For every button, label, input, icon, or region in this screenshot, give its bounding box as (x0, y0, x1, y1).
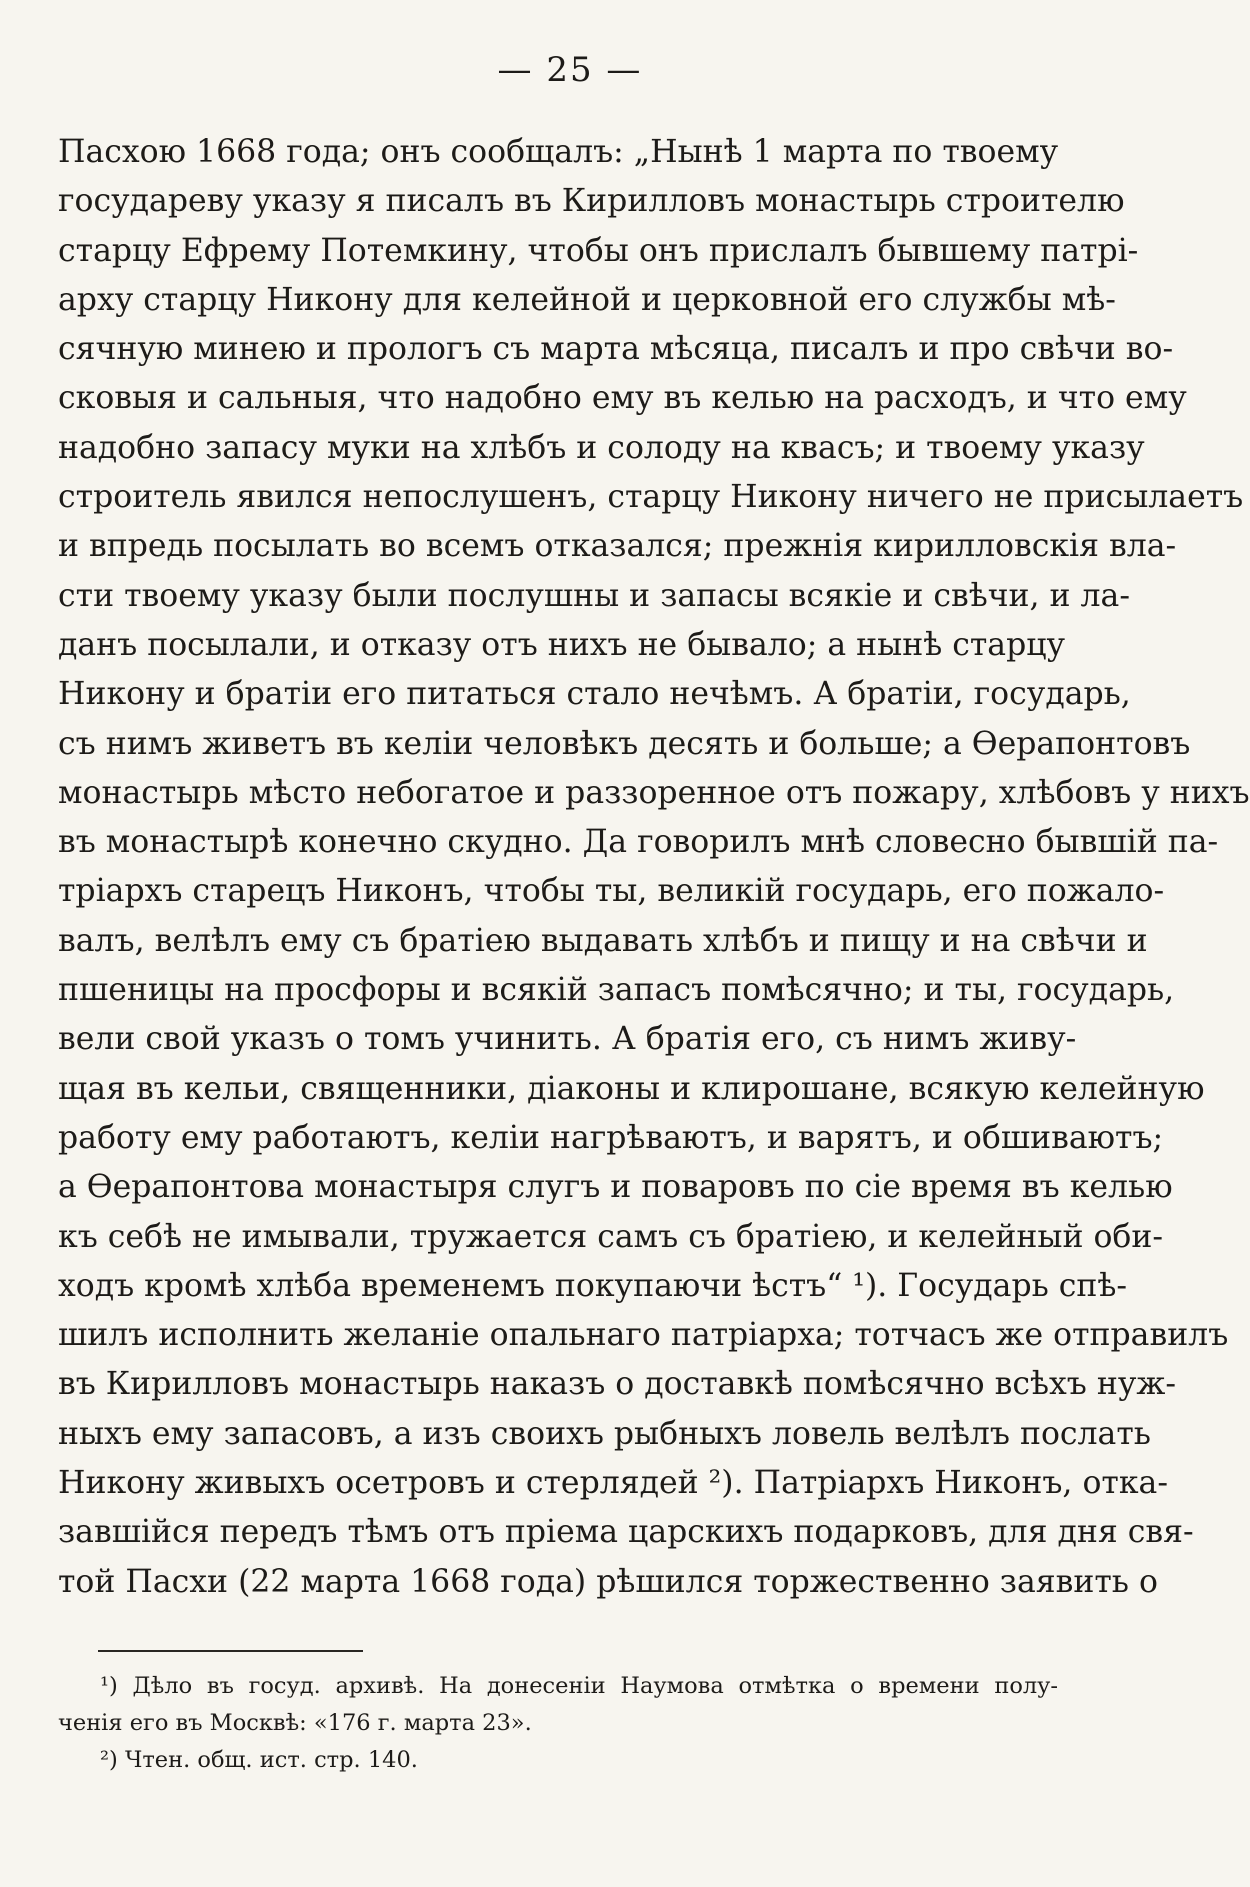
text-line: монастырь мѣсто небогатое и раззоренное отъ пожару, хлѣбовъ у нихъ (58, 774, 1250, 811)
text-line: валъ, велѣлъ ему съ братіею выдавать хлѣбъ и пищу и на свѣчи и (58, 922, 1148, 959)
text-line: щая въ кельи, священники, діаконы и клирошане, всякую келейную (58, 1070, 1205, 1107)
text-line: сячную минею и прологъ съ марта мѣсяца, писалъ и про свѣчи во- (58, 331, 1174, 368)
footnote-line: ¹) Дѣло въ госуд. архивѣ. На донесеніи Наумова отмѣтка о времени полу- (100, 1673, 1058, 1699)
text-line: Никону живыхъ осетровъ и стерлядей ²). Патріархъ Никонъ, отка- (58, 1465, 1168, 1502)
text-line: той Пасхи (22 марта 1668 года) рѣшился торжественно заявить о (58, 1563, 1158, 1600)
text-line: ныхъ ему запасовъ, а изъ своихъ рыбныхъ ловель велѣлъ послать (58, 1415, 1151, 1452)
text-line: государеву указу я писалъ въ Кирилловъ монастырь строителю (58, 183, 1125, 220)
text-line: Пасхою 1668 года; онъ сообщалъ: „Нынѣ 1 марта по твоему (58, 134, 1059, 170)
text-line: строитель явился непослушенъ, старцу Никону ничего не присылаетъ (58, 479, 1244, 516)
text-line: шилъ исполнить желаніе опальнаго патріарха; тотчасъ же отправилъ (58, 1317, 1229, 1354)
text-line: завшійся передъ тѣмъ отъ пріема царскихъ подарковъ, для дня свя- (58, 1514, 1194, 1551)
text-line: Никону и братіи его питаться стало нечѣмъ. А братіи, государь, (58, 676, 1131, 713)
text-line: арху старцу Никону для келейной и церковной его службы мѣ- (58, 281, 1116, 318)
text-line: а Ѳерапонтова монастыря слугъ и поваровъ по сіе время въ келью (58, 1169, 1173, 1206)
text-line: ходъ кромѣ хлѣба временемъ покупаючи ѣстъ“ ¹). Государь спѣ- (58, 1267, 1128, 1304)
text-line: сковыя и сальныя, что надобно ему въ келью на расходъ, и что ему (58, 380, 1187, 417)
footnote-line: ченія его въ Москвѣ: «176 г. марта 23». (58, 1710, 532, 1736)
footnote-divider (98, 1650, 363, 1652)
text-line: пшеницы на просфоры и всякій запасъ помѣсячно; и ты, государь, (58, 972, 1175, 1009)
text-line: старцу Ефрему Потемкину, чтобы онъ прислалъ бывшему патрі- (58, 232, 1139, 269)
text-line: къ себѣ не имывали, тружается самъ съ братіею, и келейный оби- (58, 1218, 1164, 1255)
page-number: — 25 — (497, 50, 643, 90)
text-line: тріархъ старецъ Никонъ, чтобы ты, великій государь, его пожало- (58, 873, 1165, 910)
footnote-line: ²) Чтен. общ. ист. стр. 140. (100, 1747, 418, 1773)
body-text (58, 128, 1250, 1607)
footnotes (58, 1668, 1058, 1779)
text-line: въ монастырѣ конечно скудно. Да говорилъ мнѣ словесно бывшій па- (58, 824, 1219, 861)
text-line: съ нимъ живетъ въ келіи человѣкъ десять и больше; а Ѳерапонтовъ (58, 725, 1191, 762)
text-line: надобно запасу муки на хлѣбъ и солоду на квасъ; и твоему указу (58, 429, 1145, 466)
text-line: и впредь посылать во всемъ отказался; прежнія кирилловскія вла- (58, 528, 1177, 565)
text-line: сти твоему указу были послушны и запасы всякіе и свѣчи, и ла- (58, 577, 1130, 614)
text-line: данъ посылали, и отказу отъ нихъ не бывало; а нынѣ старцу (58, 626, 1066, 663)
text-line: работу ему работаютъ, келіи нагрѣваютъ, и варятъ, и обшиваютъ; (58, 1119, 1164, 1156)
text-line: въ Кирилловъ монастырь наказъ о доставкѣ помѣсячно всѣхъ нуж- (58, 1366, 1177, 1403)
text-line: вели свой указъ о томъ учинить. А братія его, съ нимъ живу- (58, 1021, 1077, 1058)
